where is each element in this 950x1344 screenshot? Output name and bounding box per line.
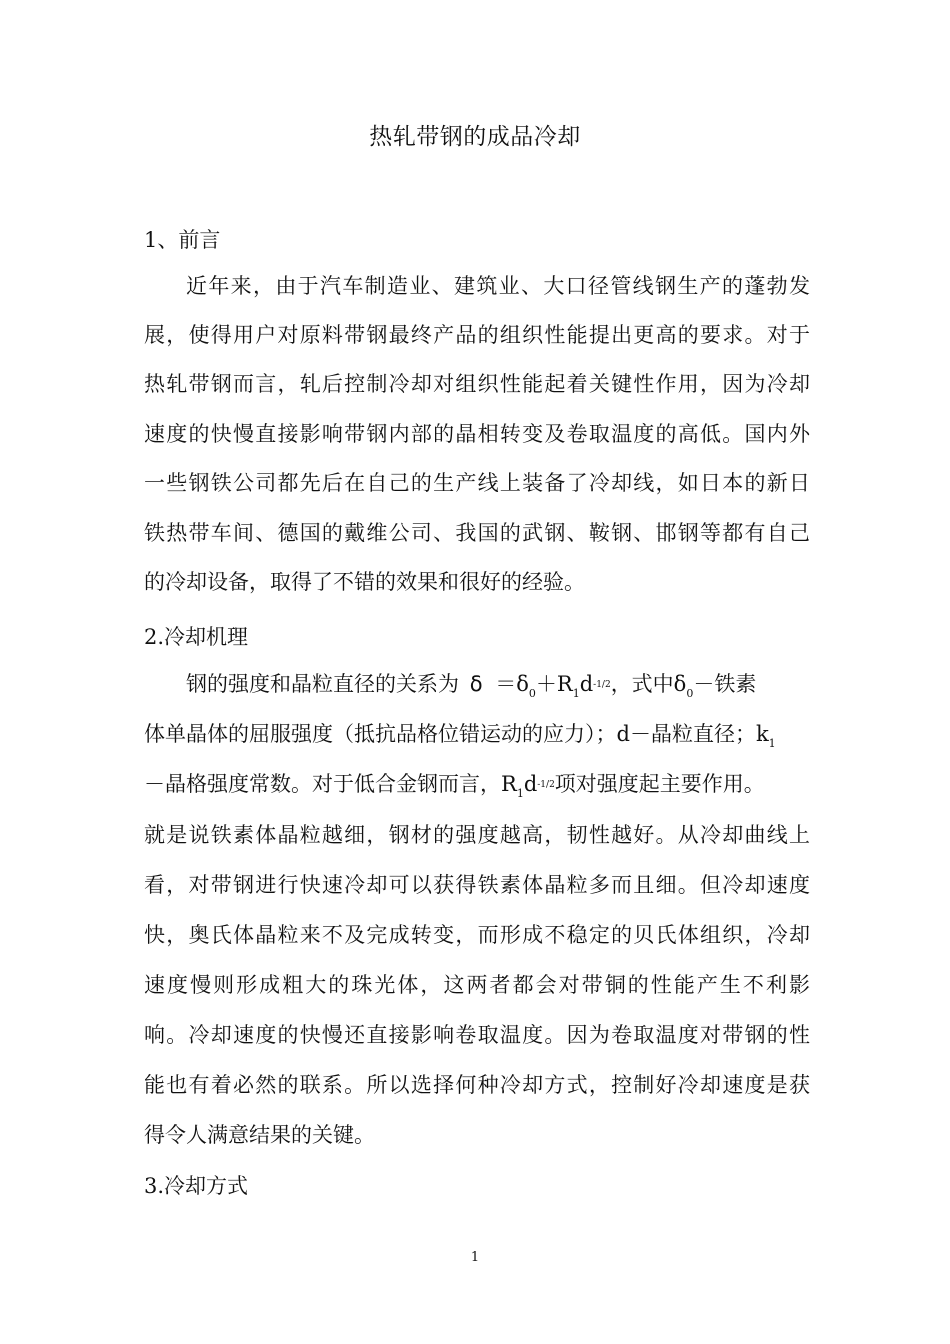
formula-subscript: 0 bbox=[528, 687, 536, 700]
paragraph-line: 响。冷却速度的快慢还直接影响卷取温度。因为卷取温度对带钢的性 bbox=[144, 1023, 810, 1047]
formula-plus-r: ＋R bbox=[535, 672, 573, 696]
paragraph-line: 近年来，由于汽车制造业、建筑业、大口径管线钢生产的蓬勃发 bbox=[186, 274, 810, 298]
delta-symbol: δ bbox=[469, 672, 483, 696]
section-heading-methods: 3.冷却方式 bbox=[144, 1174, 249, 1198]
paragraph-line: 热轧带钢而言，轧后控制冷却对组织性能起着关键性作用，因为冷却 bbox=[144, 372, 810, 396]
formula-subscript: 1 bbox=[516, 787, 524, 800]
paragraph-line: 速度的快慢直接影响带钢内部的晶相转变及卷取温度的高低。国内外 bbox=[144, 422, 810, 446]
paragraph-line: 速度慢则形成粗大的珠光体，这两者都会对带铜的性能产生不利影 bbox=[144, 973, 810, 997]
line-text: 体单晶体的屈服强度（抵抗品格位错运动的应力）；d－晶粒直径；k bbox=[144, 722, 769, 746]
paragraph-line: 展，使得用户对原料带钢最终产品的组织性能提出更高的要求。对于 bbox=[144, 323, 810, 347]
paragraph-line: 得令人满意结果的关键。 bbox=[144, 1123, 375, 1147]
formula-text: 钢的强度和晶粒直径的关系为 bbox=[186, 672, 459, 696]
document-title: 热轧带钢的成品冷却 bbox=[369, 124, 581, 150]
formula-d: d bbox=[579, 672, 594, 696]
paragraph-line: 能也有着必然的联系。所以选择何种冷却方式，控制好冷却速度是获 bbox=[144, 1073, 810, 1097]
formula-exponent: -1/2 bbox=[593, 680, 611, 690]
formula-line bbox=[186, 668, 810, 700]
paragraph-line: 一些钢铁公司都先后在自己的生产线上装备了冷却线，如日本的新日 bbox=[144, 471, 810, 495]
paragraph-line bbox=[144, 768, 810, 800]
formula-d: d bbox=[523, 772, 538, 796]
line-text: －晶格强度常数。对于低合金钢而言，R bbox=[144, 772, 517, 796]
section-heading-intro: 1、前言 bbox=[144, 228, 221, 252]
formula-subscript: 1 bbox=[572, 687, 580, 700]
formula-exponent: -1/2 bbox=[537, 780, 555, 790]
page-number: 1 bbox=[470, 1250, 480, 1265]
section-heading-mechanism: 2.冷却机理 bbox=[144, 625, 249, 649]
line-text: 项对强度起主要作用。 bbox=[554, 772, 765, 796]
paragraph-line: 快，奥氏体晶粒来不及完成转变，而形成不稳定的贝氏体组织，冷却 bbox=[144, 923, 810, 947]
paragraph-line: 铁热带车间、德国的戴维公司、我国的武钢、鞍钢、邯钢等都有自己 bbox=[144, 521, 810, 545]
paragraph-line: 的冷却设备，取得了不错的效果和很好的经验。 bbox=[144, 570, 585, 594]
paragraph-line: 看，对带钢进行快速冷却可以获得铁素体晶粒多而且细。但冷却速度 bbox=[144, 873, 810, 897]
formula-text: ，式中δ bbox=[610, 672, 687, 696]
paragraph-line bbox=[144, 718, 810, 750]
formula-subscript: 1 bbox=[768, 737, 776, 750]
formula-equals: ＝δ bbox=[495, 672, 529, 696]
formula-subscript: 0 bbox=[686, 687, 694, 700]
formula-text: －铁素 bbox=[693, 672, 757, 696]
paragraph-line: 就是说铁素体晶粒越细，钢材的强度越高，韧性越好。从冷却曲线上 bbox=[144, 823, 810, 847]
